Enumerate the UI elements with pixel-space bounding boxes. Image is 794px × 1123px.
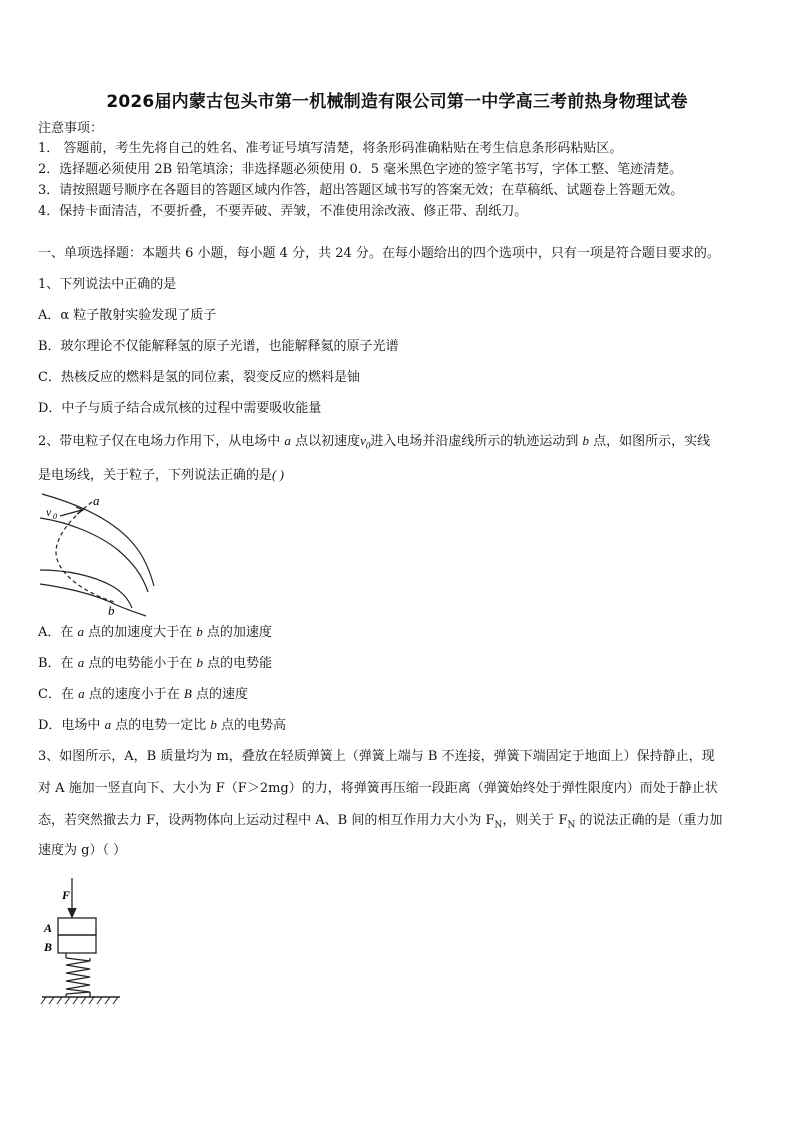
- question-1-stem: 1、下列说法中正确的是: [38, 277, 177, 292]
- field-line-3: [40, 570, 132, 608]
- q2-text-4: 点，如图所示，实线: [593, 434, 711, 449]
- particle-trajectory: [56, 502, 114, 602]
- notice-item-1: 1． 答题前，考生先将自己的姓名、准考证号填写清楚，将条形码准确粘贴在考生信息条形码粘贴区。: [38, 141, 623, 156]
- force-arrowhead: [68, 908, 76, 917]
- q3-line3-sub2: N: [567, 820, 576, 831]
- block-a: [58, 918, 96, 935]
- question-3-line3: [38, 812, 723, 835]
- figure-label-v: v: [46, 505, 52, 519]
- q2-optD-pt1: a: [104, 717, 112, 732]
- q2-optD-post: 点的电势高: [216, 718, 286, 733]
- q2-optD-mid: 点的电势一定比: [111, 718, 211, 733]
- q2-answer-paren: ( ): [272, 467, 284, 482]
- question-2-option-c: [38, 685, 248, 704]
- q2-text-3: 进入电场并沿虚线所示的轨迹运动到: [370, 434, 579, 449]
- block-b: [58, 935, 96, 953]
- q3-line3-b: ，则关于 F: [502, 813, 568, 828]
- electric-field-figure: [38, 488, 168, 618]
- figure-label-a: a: [93, 493, 100, 508]
- question-1-option-a: A．α 粒子散射实验发现了质子: [38, 308, 217, 323]
- figure-label-b: b: [108, 603, 115, 618]
- figure-label-A: A: [44, 921, 53, 935]
- q3-line3-sub1: N: [494, 820, 503, 831]
- q2-optC-pre: C．在: [38, 687, 79, 702]
- figure-label-v-sub: 0: [53, 512, 57, 521]
- question-2-stem-line1: [38, 432, 710, 455]
- notice-item-3: 3．请按照题号顺序在各题目的答题区域内作答，超出答题区域书写的答案无效；在草稿纸、试题卷上答题无效。: [38, 183, 684, 198]
- q3-line3-c: 的说法正确的是（重力加: [575, 813, 723, 828]
- notice-heading: 注意事项：: [38, 121, 104, 136]
- q2-optC-pt2: B: [183, 686, 192, 701]
- question-3-line1: 3、如图所示，A，B 质量均为 m，叠放在轻质弹簧上（弹簧上端与 B 不连接，弹簧下端固定于地面上）保持静止，现: [38, 749, 715, 764]
- figure-label-B: B: [44, 940, 53, 954]
- figure-label-F: F: [62, 888, 71, 902]
- q2-optC-pt1: a: [78, 686, 85, 701]
- q2-optD-pt2: b: [210, 717, 217, 732]
- question-2-option-b: [38, 654, 272, 673]
- q2-optA-pre: A．在: [38, 625, 78, 640]
- page-title: 2026届内蒙古包头市第一机械制造有限公司第一中学高三考前热身物理试卷: [106, 92, 688, 112]
- section-heading: 一、单项选择题：本题共 6 小题，每小题 4 分，共 24 分。在每小题给出的四个选项中，只有一项是符合题目要求的。: [38, 246, 720, 261]
- q2-optD-pre: D．电场中: [38, 718, 105, 733]
- question-1-option-b: B．玻尔理论不仅能解释氢的原子光谱，也能解释氦的原子光谱: [38, 339, 399, 354]
- field-line-4: [40, 584, 146, 616]
- notice-item-2: 2．选择题必须使用 2B 铅笔填涂；非选择题必须使用 0．5 毫米黑色字迹的签字笔书写，字体工整、笔迹清楚。: [38, 162, 683, 177]
- q3-line3-a: 态，若突然撤去力 F，设两物体向上运动过程中 A、B 间的相互作用力大小为 F: [38, 813, 495, 828]
- question-1-option-d: D．中子与质子结合成氘核的过程中需要吸收能量: [38, 401, 322, 416]
- spring: [66, 953, 90, 997]
- q2-optC-post: 点的速度: [191, 687, 248, 702]
- q2-point-b: b: [582, 433, 590, 448]
- q2-v0-sub: 0: [365, 440, 371, 451]
- q2-optA-pt2: b: [196, 624, 203, 639]
- q2-optB-pre: B．在: [38, 656, 78, 671]
- q2-text-1: 2、带电粒子仅在电场力作用下，从电场中: [38, 434, 281, 449]
- q2-text-5: 是电场线，关于粒子，下列说法正确的是: [38, 468, 273, 483]
- question-2-stem-line2: [38, 466, 284, 485]
- q2-optB-mid: 点的电势能小于在: [84, 656, 197, 671]
- question-2-option-a: [38, 623, 272, 642]
- q2-text-2: 点以初速度: [295, 434, 361, 449]
- question-3-line4: 速度为 g）（ ）: [38, 843, 127, 858]
- question-2-option-d: [38, 716, 286, 735]
- q2-optC-mid: 点的速度小于在: [84, 687, 184, 702]
- notice-item-4: 4．保持卡面清洁，不要折叠，不要弄破、弄皱，不准使用涂改液、修正带、刮纸刀。: [38, 204, 528, 219]
- q2-optA-mid: 点的加速度大于在: [84, 625, 197, 640]
- q2-optA-pt1: a: [77, 624, 85, 639]
- ground-hatch: [41, 997, 118, 1004]
- q2-v0: v: [360, 433, 366, 448]
- q2-optB-pt2: b: [196, 655, 203, 670]
- question-3-line2: 对 A 施加一竖直向下、大小为 F（F＞2mg）的力，将弹簧再压缩一段距离（弹簧始终处于弹性限度内）而处于静止状: [38, 781, 718, 796]
- question-1-option-c: C．热核反应的燃料是氢的同位素，裂变反应的燃料是铀: [38, 370, 360, 385]
- spring-blocks-figure: [38, 870, 128, 1005]
- q2-optA-post: 点的加速度: [202, 625, 272, 640]
- q2-point-a: a: [284, 433, 291, 448]
- q2-optB-post: 点的电势能: [202, 656, 273, 671]
- q2-optB-pt1: a: [77, 655, 85, 670]
